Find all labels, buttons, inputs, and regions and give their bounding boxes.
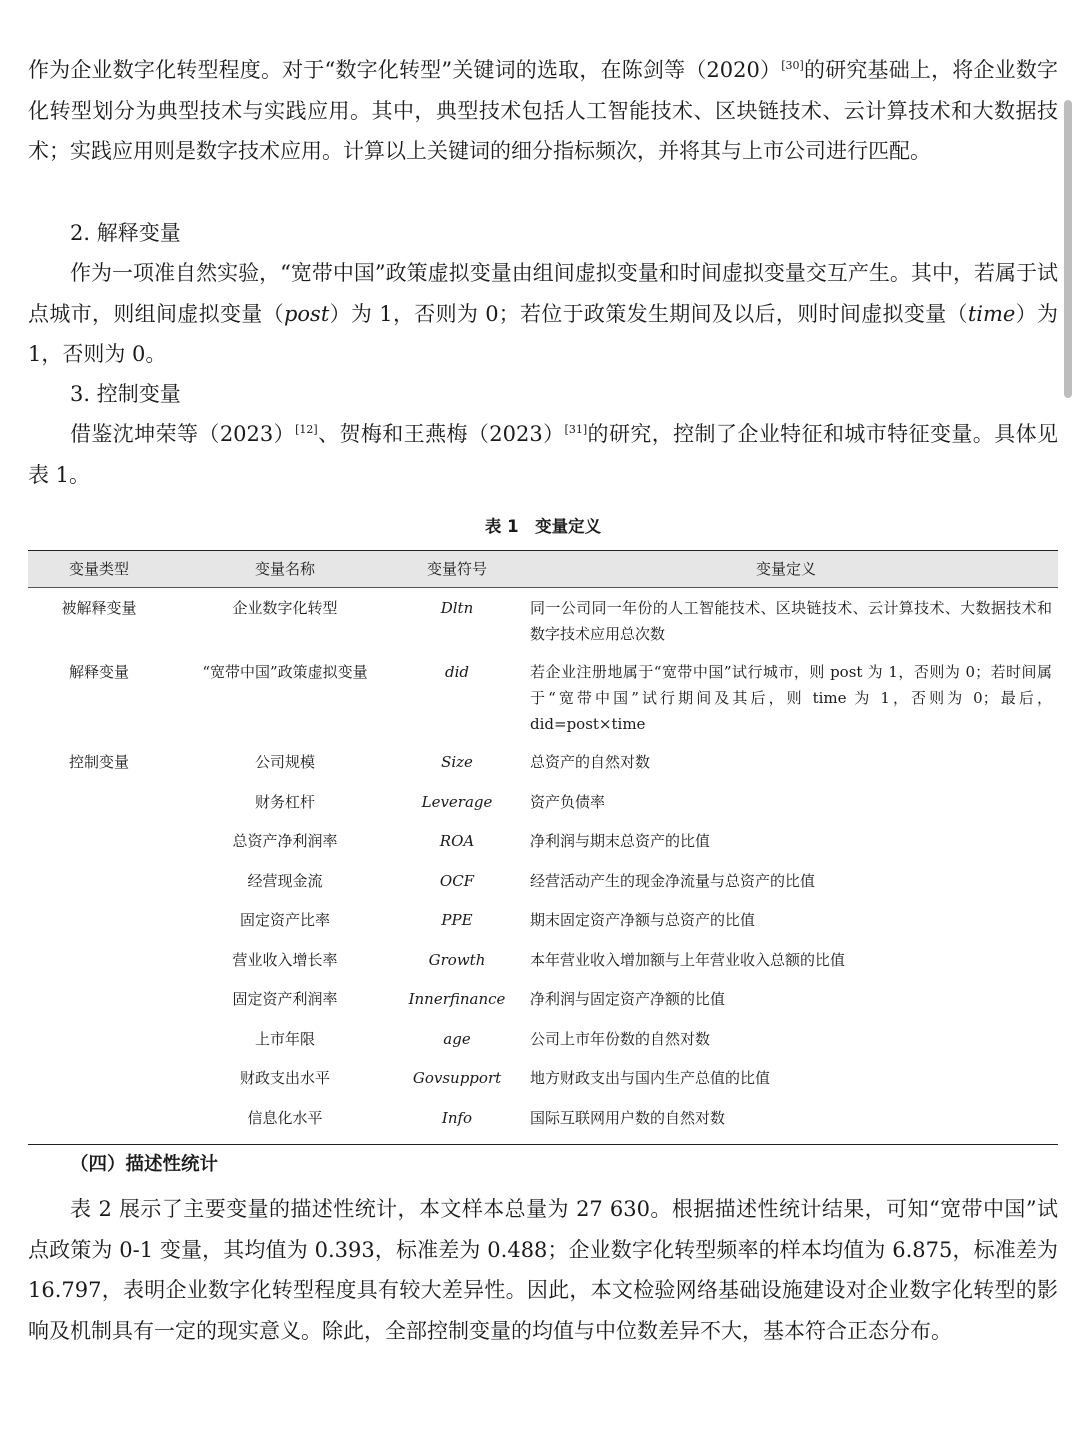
table-row xyxy=(28,659,1058,749)
paragraph-4: 表 2 展示了主要变量的描述性统计，本文样本总量为 27 630。根据描述性统计结果，可知“宽带中国”试点政策为 0-1 变量，其均值为 0.393，标准差为 0.488；企业数字化转型频率的样本均值为 6.875，标准差为 16.797，表明企业数字化转型程度具有较大差异性。因此，本文检验网络基础设施建设对企业数字化转型的影响及机制具有一定的现实意义。除此，全部控制变量的均值与中位数差异不大，基本符合正态分布。 xyxy=(28,1197,1058,1344)
cell-name: 营业收入增长率 xyxy=(232,950,338,969)
cell-symbol: PPE xyxy=(441,911,473,929)
cell-type xyxy=(28,1026,170,1066)
table-row xyxy=(28,789,1058,829)
cell-symbol: Innerfinance xyxy=(408,990,506,1008)
cell-definition: 资产负债率 xyxy=(530,792,606,811)
cell-definition: 若企业注册地属于“宽带中国”试行城市，则 post 为 1，否则为 0；若时间属于“宽带中国”试行期间及其后，则 time 为 1，否则为 0；最后，did=post×time xyxy=(530,663,1052,733)
cell-name: 固定资产比率 xyxy=(239,911,330,929)
scrollbar-thumb[interactable] xyxy=(1064,100,1072,398)
cell-name: 企业数字化转型 xyxy=(232,599,338,617)
cell-type: 被解释变量 xyxy=(61,599,137,617)
cell-definition: 地方财政支出与国内生产总值的比值 xyxy=(530,1069,771,1087)
cell-symbol: Leverage xyxy=(421,792,493,811)
cell-name: 总资产净利润率 xyxy=(232,832,338,850)
cell-definition: 经营活动产生的现金净流量与总资产的比值 xyxy=(530,871,816,890)
cell-definition: 净利润与固定资产净额的比值 xyxy=(530,990,726,1008)
table-row xyxy=(28,1105,1058,1145)
cell-definition: 总资产的自然对数 xyxy=(530,753,651,771)
cell-name: 财务杠杆 xyxy=(254,792,315,811)
cell-type: 解释变量 xyxy=(68,663,129,681)
cell-name: “宽带中国”政策虚拟变量 xyxy=(202,663,368,681)
cell-type xyxy=(28,789,170,829)
cell-definition: 期末固定资产净额与总资产的比值 xyxy=(530,911,756,929)
cell-definition: 净利润与期末总资产的比值 xyxy=(530,832,711,850)
cell-symbol: Dltn xyxy=(440,599,474,617)
paragraph-1: 作为企业数字化转型程度。对于“数字化转型”关键词的选取，在陈剑等（2020）[30]的研究基础上，将企业数字化转型划分为典型技术与实践应用。其中，典型技术包括人工智能技术、区块链技术、云计算技术和大数据技术；实践应用则是数字技术应用。计算以上关键词的细分指标频次，并将其与上市公司进行匹配。 xyxy=(28,58,1058,164)
paragraph-2: 作为一项准自然实验，“宽带中国”政策虚拟变量由组间虚拟变量和时间虚拟变量交互产生。其中，若属于试点城市，则组间虚拟变量（post）为 1，否则为 0；若位于政策发生期间及以后，则时间虚拟变量（time）为 1，否则为 0。 xyxy=(28,261,1059,367)
table-caption: 表 1 变量定义 xyxy=(484,517,602,536)
cell-name: 经营现金流 xyxy=(247,871,323,890)
cell-type: 控制变量 xyxy=(68,753,129,771)
cell-name: 上市年限 xyxy=(254,1029,315,1048)
heading-control-variable: 3. 控制变量 xyxy=(70,382,181,406)
paragraph-3: 借鉴沈坤荣等（2023）[12]、贺梅和王燕梅（2023）[31]的研究，控制了企业特征和城市特征变量。具体见表 1。 xyxy=(28,422,1058,487)
cell-symbol: Govsupport xyxy=(412,1069,502,1087)
cell-definition: 同一公司同一年份的人工智能技术、区块链技术、云计算技术、大数据技术和数字技术应用总次数 xyxy=(530,599,1052,643)
citation-31: [31] xyxy=(564,423,588,436)
cell-type xyxy=(28,828,170,868)
cell-type xyxy=(28,947,170,987)
table-row xyxy=(28,749,1058,789)
table-row xyxy=(28,868,1058,908)
cell-name: 公司规模 xyxy=(254,753,315,771)
header-variable-type: 变量类型 xyxy=(28,551,170,588)
cell-definition: 国际互联网用户数的自然对数 xyxy=(514,1105,1058,1145)
cell-symbol: Info xyxy=(400,1105,514,1145)
table-row xyxy=(28,947,1058,987)
table-row xyxy=(28,1026,1058,1066)
table-row xyxy=(28,1065,1058,1105)
cell-type xyxy=(28,986,170,1026)
cell-definition: 本年营业收入增加额与上年营业收入总额的比值 xyxy=(530,950,846,969)
cell-name: 财政支出水平 xyxy=(239,1069,330,1087)
header-variable-symbol: 变量符号 xyxy=(400,551,514,588)
table-row xyxy=(28,907,1058,947)
citation-30: [30] xyxy=(781,59,804,72)
cell-type xyxy=(28,1065,170,1105)
cell-definition: 公司上市年份数的自然对数 xyxy=(530,1029,711,1048)
header-variable-name: 变量名称 xyxy=(170,551,400,588)
table-row xyxy=(28,588,1058,660)
cell-name: 信息化水平 xyxy=(170,1105,400,1145)
cell-type xyxy=(28,907,170,947)
cell-name: 固定资产利润率 xyxy=(232,990,338,1008)
citation-12: [12] xyxy=(295,423,318,436)
header-variable-definition: 变量定义 xyxy=(514,551,1058,588)
cell-symbol: did xyxy=(444,663,469,681)
heading-explanatory-variable: 2. 解释变量 xyxy=(70,221,181,245)
table-row xyxy=(28,986,1058,1026)
cell-symbol: Size xyxy=(441,753,473,771)
section-heading-descriptive-statistics: （四）描述性统计 xyxy=(70,1154,219,1175)
cell-type xyxy=(28,1105,170,1145)
variable-definition-table xyxy=(28,550,1058,1145)
cell-symbol: OCF xyxy=(439,871,475,890)
cell-type xyxy=(28,868,170,908)
cell-symbol: age xyxy=(443,1029,471,1048)
cell-symbol: Growth xyxy=(428,950,486,969)
table-header-row xyxy=(28,551,1058,588)
cell-symbol: ROA xyxy=(439,832,475,850)
table-row xyxy=(28,828,1058,868)
